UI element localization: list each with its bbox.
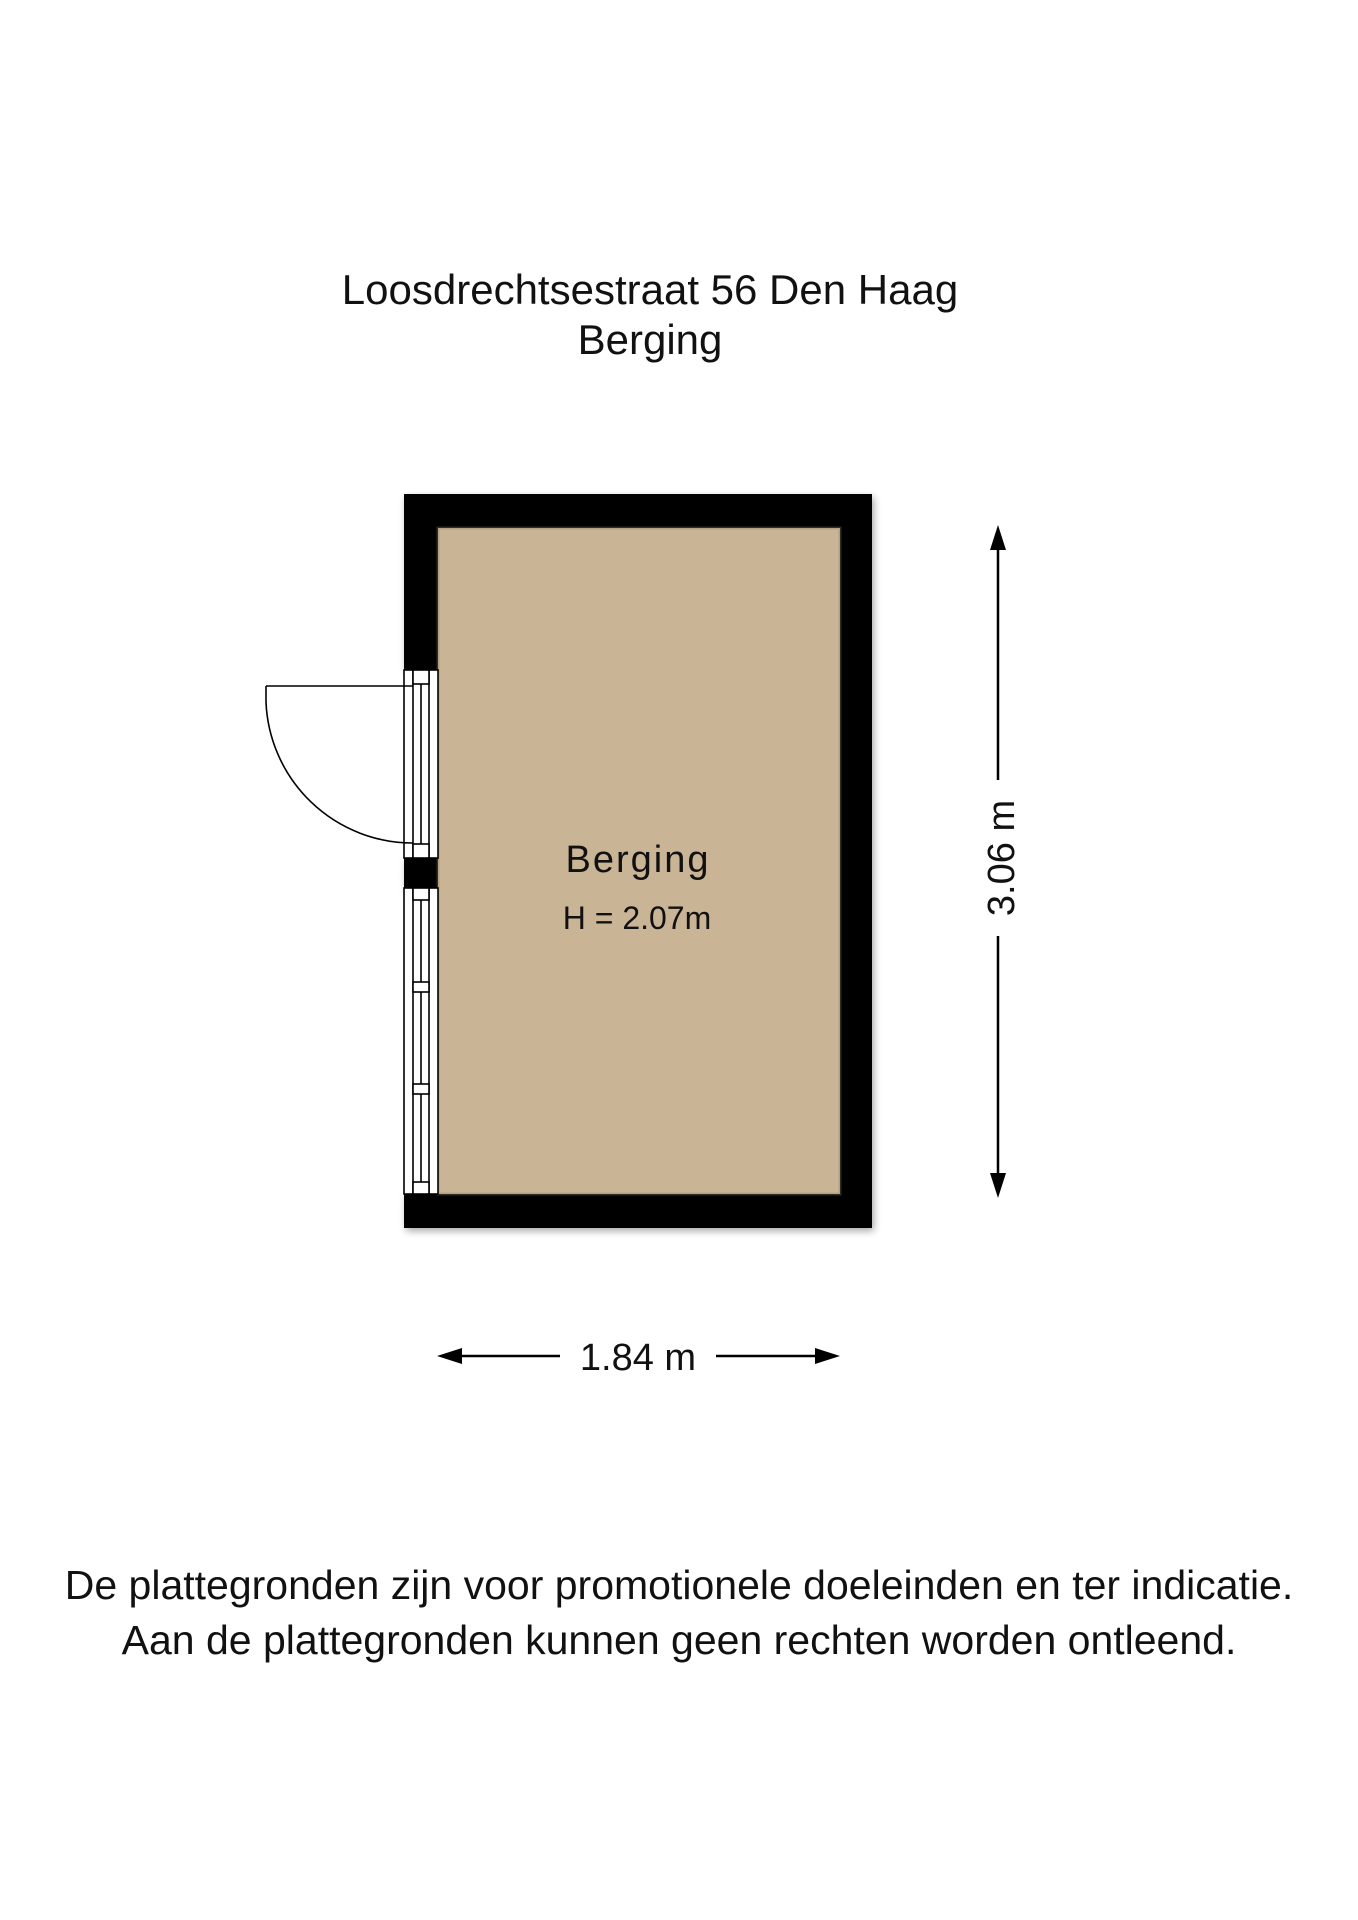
room-name-label: Berging [565,839,711,881]
window-frame [404,888,438,1194]
floor-title: Berging [577,316,723,363]
disclaimer-line-2: Aan de plattegronden kunnen geen rechten worden ontleend. [121,1617,1237,1663]
door-frame [404,670,438,858]
height-dimension-label: 3.06 m [981,799,1023,917]
wall-left-upper [404,494,438,670]
disclaimer-line-1: De plattegronden zijn voor promotionele doeleinden en ter indicatie. [64,1562,1294,1608]
wall-top [404,494,872,528]
disclaimer [0,1558,1358,1668]
address-title: Loosdrechtsestraat 56 Den Haag [341,266,959,313]
door-swing [266,686,413,843]
width-dimension-label: 1.84 m [579,1337,697,1379]
wall-left-pillar [404,858,438,888]
wall-right [840,494,872,1228]
room-height-label: H = 2.07m [562,900,712,936]
wall-bottom [404,1194,872,1228]
